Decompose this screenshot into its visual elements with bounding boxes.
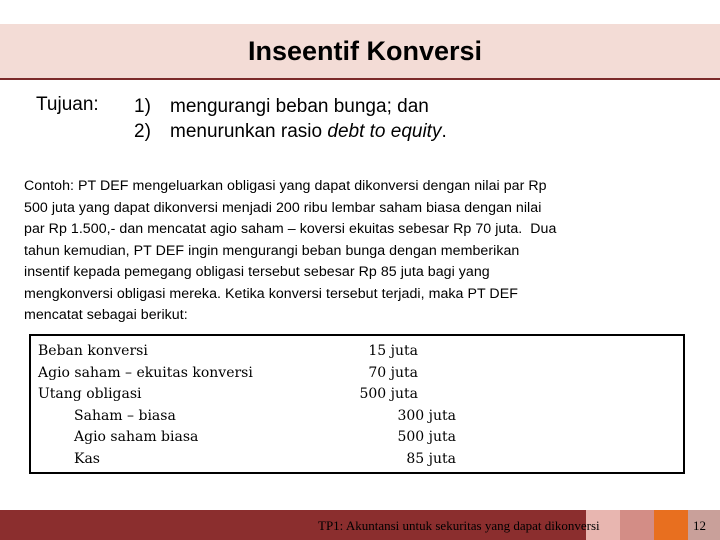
goal-text: mengurangi beban bunga; dan	[170, 96, 429, 117]
journal-row	[31, 363, 683, 385]
example-line: insentif kepada pemegang obligasi tersebut sebesar Rp 85 juta bagi yang	[24, 264, 490, 280]
tujuan-label: Tujuan:	[36, 94, 99, 115]
journal-amount: 500 juta	[397, 429, 456, 445]
goal-item	[134, 119, 447, 144]
journal-row	[31, 427, 683, 449]
example-line: PT DEF mengeluarkan obligasi yang dapat dikonversi dengan nilai par Rp	[74, 178, 547, 194]
page-number: 12	[693, 518, 706, 533]
journal-entry-box	[29, 334, 685, 474]
goals-list	[134, 94, 447, 144]
journal-amount: 85 juta	[406, 451, 456, 467]
example-paragraph	[24, 176, 664, 327]
slide-title: Inseentif Konversi	[247, 36, 483, 66]
journal-row	[31, 384, 683, 406]
goal-text-end: .	[441, 121, 447, 142]
journal-account: Agio saham biasa	[74, 429, 199, 445]
top-band	[0, 0, 720, 24]
footer-segment	[620, 510, 654, 540]
footer-caption: TP1: Akuntansi untuk sekuritas yang dapat dikonversi	[318, 518, 600, 533]
goal-text-italic: debt to equity	[327, 121, 442, 142]
goal-number: 2)	[134, 121, 151, 142]
journal-account: Beban konversi	[38, 343, 148, 359]
footer-segment	[654, 510, 688, 540]
example-line: 500 juta yang dapat dikonversi menjadi 200 ribu lembar saham biasa dengan nilai	[24, 199, 542, 216]
journal-amount: 300 juta	[397, 408, 456, 424]
journal-row	[31, 449, 683, 471]
journal-amount: 70 juta	[368, 365, 418, 381]
journal-account: Agio saham – ekuitas konversi	[38, 365, 253, 381]
example-line: mengkonversi obligasi mereka. Ketika konversi tersebut terjadi, maka PT DEF	[24, 285, 518, 302]
example-lead: Contoh:	[24, 178, 75, 194]
example-line: mencatat sebagai berikut:	[24, 307, 188, 323]
journal-row	[31, 406, 683, 428]
example-line: par Rp 1.500,- dan mencatat agio saham – koversi ekuitas sebesar Rp 70 juta. Dua	[24, 221, 557, 237]
journal-account: Saham – biasa	[74, 408, 176, 424]
goal-item	[134, 94, 447, 119]
journal-account: Utang obligasi	[38, 386, 142, 402]
journal-account: Kas	[74, 451, 100, 467]
example-line: tahun kemudian, PT DEF ingin mengurangi beban bunga dengan memberikan	[24, 242, 520, 259]
goal-number: 1)	[134, 96, 151, 117]
journal-amount: 500 juta	[359, 386, 418, 402]
goal-text: menurunkan rasio	[170, 121, 328, 142]
journal-row	[31, 341, 683, 363]
journal-amount: 15 juta	[368, 343, 418, 359]
